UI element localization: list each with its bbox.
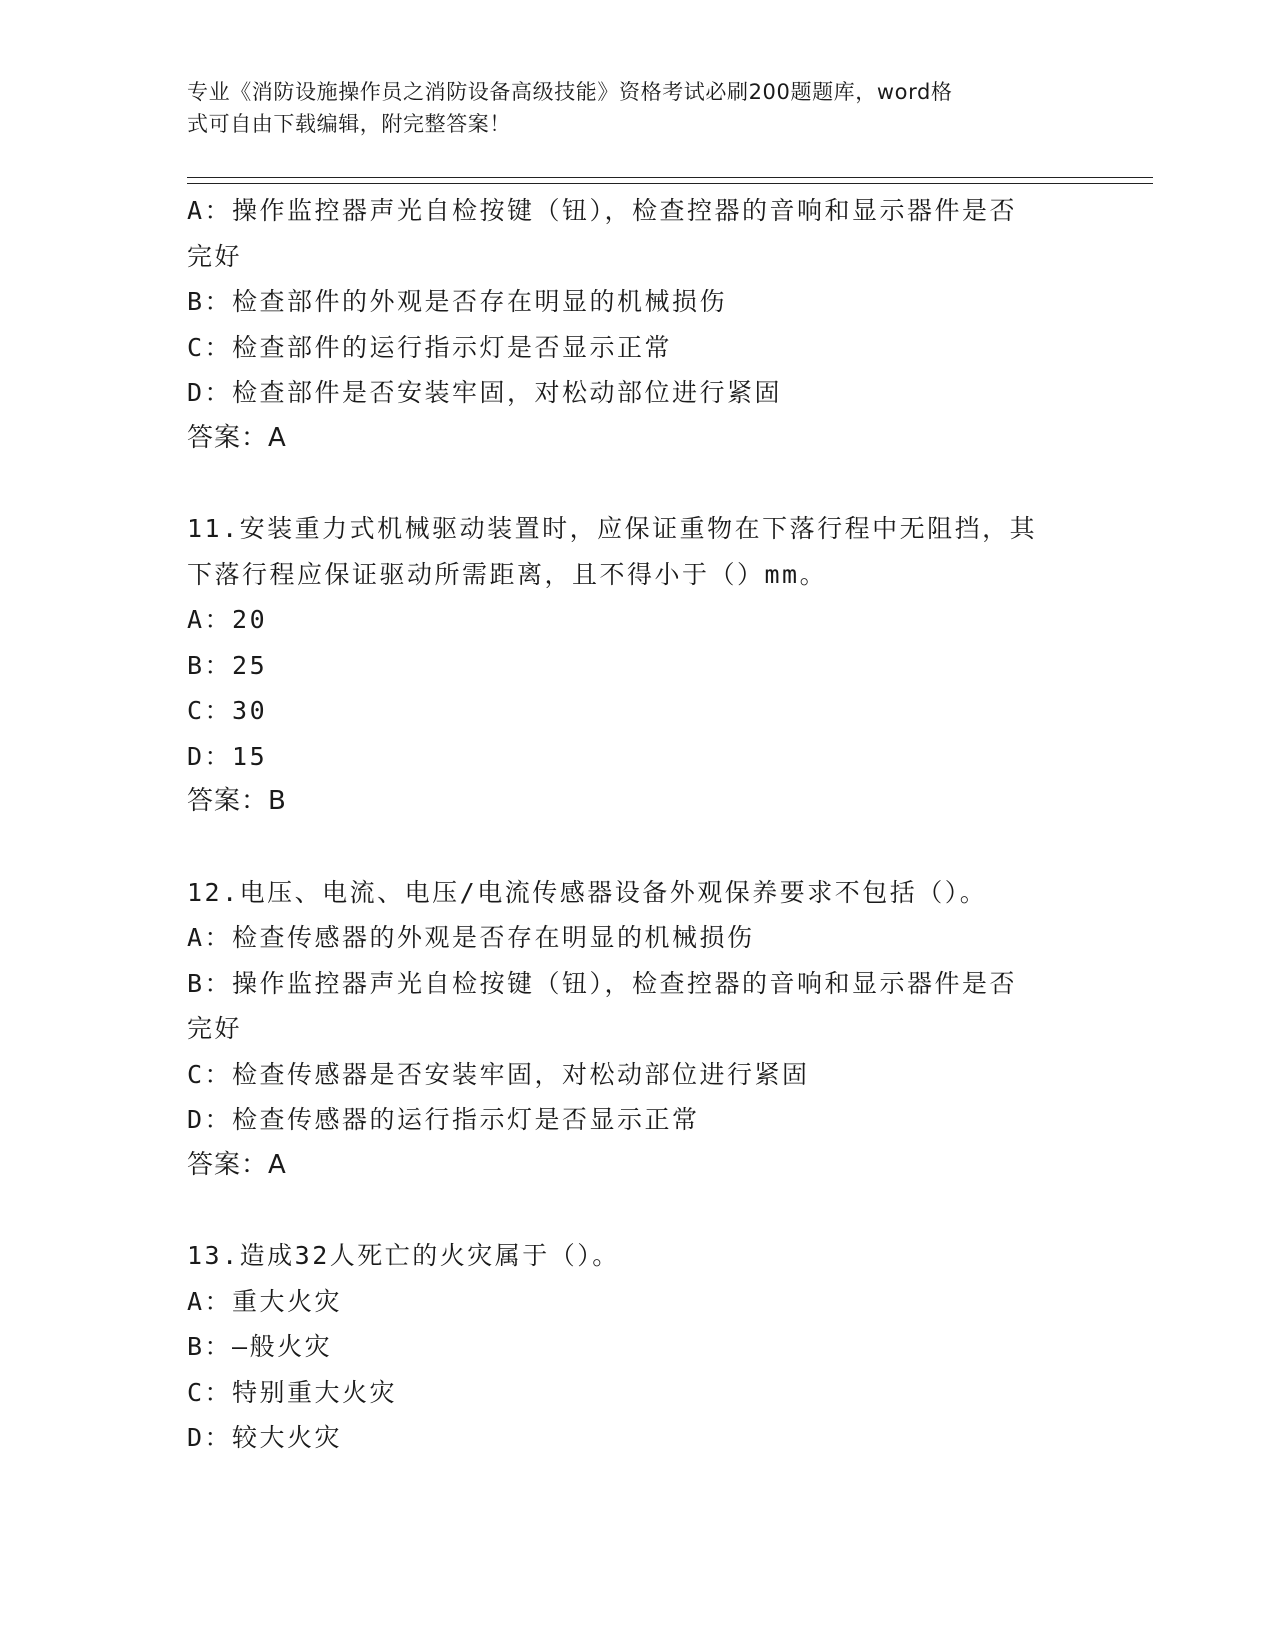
- header-divider-bottom: [187, 183, 1153, 184]
- option-d: D：检查传感器的运行指示灯是否显示正常: [187, 1105, 700, 1134]
- question-stem: 12.电压、电流、电压/电流传感器设备外观保养要求不包括（）。: [187, 877, 988, 907]
- answer: 答案：B: [187, 786, 287, 816]
- header-line-2: 式可自由下载编辑，附完整答案！: [187, 112, 511, 136]
- option-a-line-2: 完好: [187, 241, 243, 271]
- answer: 答案：A: [187, 1149, 287, 1180]
- option-d: D：检查部件是否安装牢固，对松动部位进行紧固: [187, 378, 783, 407]
- question-10: [187, 188, 1087, 461]
- document-header: [187, 76, 1067, 140]
- option-b: B：—般火灾: [187, 1332, 333, 1361]
- question-11: [187, 506, 1087, 825]
- answer: 答案：A: [187, 422, 287, 453]
- question-stem-line-1: 11.安装重力式机械驱动装置时，应保证重物在下落行程中无阻挡，其: [187, 514, 1038, 543]
- spacer: [187, 1188, 1087, 1233]
- question-13: [187, 1233, 1087, 1461]
- option-a: A：重大火灾: [187, 1286, 343, 1316]
- option-d: D：较大火灾: [187, 1423, 343, 1452]
- question-stem: 13.造成32人死亡的火灾属于（）。: [187, 1241, 620, 1270]
- option-a: A：20: [187, 605, 268, 634]
- option-c: C：30: [187, 696, 268, 725]
- option-b: B：25: [187, 650, 268, 680]
- header-line-1: 专业《消防设施操作员之消防设备高级技能》资格考试必刷200题题库，word格: [187, 80, 953, 104]
- option-c: C：检查部件的运行指示灯是否显示正常: [187, 332, 673, 362]
- question-stem-line-2: 下落行程应保证驱动所需距离，且不得小于（）mm。: [187, 559, 828, 589]
- option-c: C：检查传感器是否安装牢固，对松动部位进行紧固: [187, 1059, 810, 1089]
- option-b: B：检查部件的外观是否存在明显的机械损伤: [187, 287, 728, 316]
- question-list: [187, 188, 1087, 1461]
- header-divider-top: [187, 177, 1153, 178]
- spacer: [187, 825, 1087, 870]
- option-a: A：检查传感器的外观是否存在明显的机械损伤: [187, 923, 755, 952]
- option-b-line-2: 完好: [187, 1014, 243, 1043]
- option-a-line-1: A：操作监控器声光自检按键（钮），检查控器的音响和显示器件是否: [187, 196, 1018, 225]
- option-d: D：15: [187, 741, 268, 771]
- spacer: [187, 461, 1087, 506]
- question-12: [187, 870, 1087, 1189]
- option-c: C：特别重大火灾: [187, 1377, 398, 1407]
- option-b-line-1: B：操作监控器声光自检按键（钮），检查控器的音响和显示器件是否: [187, 968, 1018, 998]
